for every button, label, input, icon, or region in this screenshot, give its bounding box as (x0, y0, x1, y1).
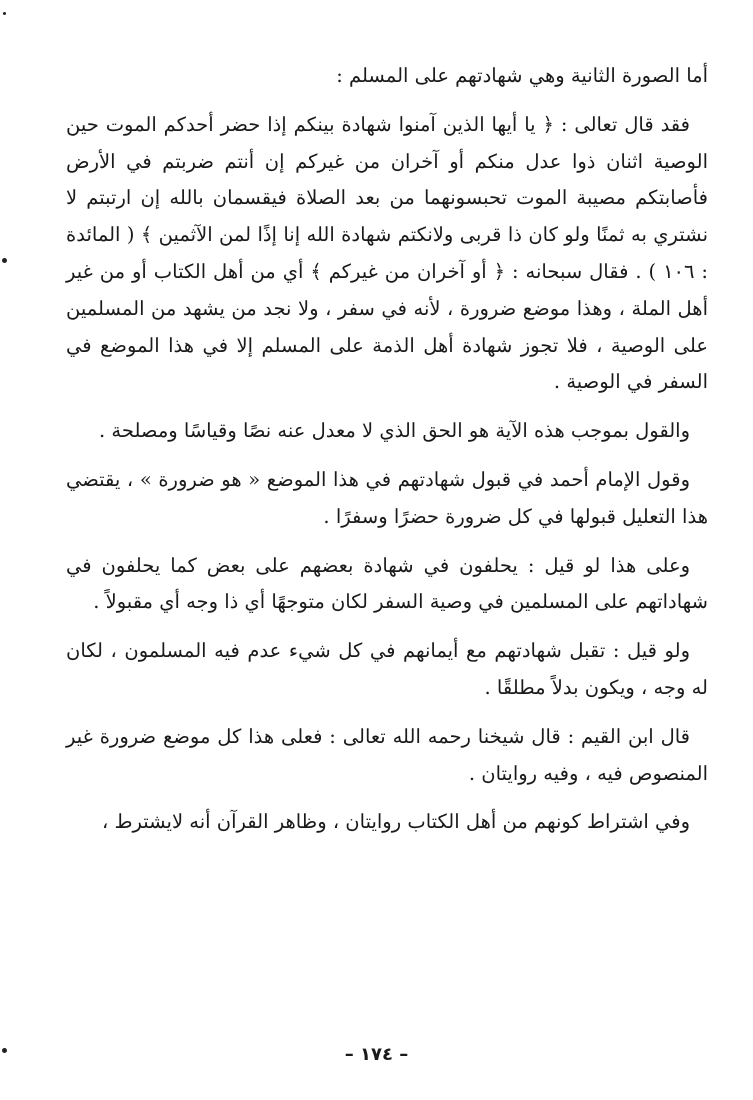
margin-mark-top (3, 12, 6, 15)
paragraph-6: ولو قيل : تقبل شهادتهم مع أيمانهم في كل شيء عدم فيه المسلمون ، لكان له وجه ، ويكون بدلاً مطلقًا . (66, 639, 708, 699)
paragraph-2: فقد قال تعالى : ﴿ يا أيها الذين آمنوا شهادة بينكم إذا حضر أحدكم الموت حين الوصية اثنان ذوا عدل منكم أو آخران من غيركم إن أنتم ضربتم في الأرض فأصابتكم مصيبة الموت تحبسونهما من بعد الصلاة فيقسمان بالله إن ارتبتم لا نشتري به ثمنًا ولو كان ذا قربى ولانكتم شهادة الله إنا إذًا لمن الآثمين ﴾ ( المائدة : ١٠٦ ) . فقال سبحانه : ﴿ أو آخران من غيركم ﴾ أي من أهل الكتاب أو من غير أهل الملة ، وهذا موضع ضرورة ، لأنه في سفر ، ولا نجد من يشهد من المسلمين على الوصية ، فلا تجوز شهادة أهل الذمة على المسلم إلا في هذا الموضع في السفر في الوصية . (66, 112, 708, 394)
paragraph-5: وعلى هذا لو قيل : يحلفون في شهادة بعضهم على بعض كما يحلفون في شهاداتهم على المسلمين في وصية السفر لكان متوجهًا أي ذا وجه أي مقبولاً . (66, 553, 708, 614)
paragraph-3: والقول بموجب هذه الآية هو الحق الذي لا معدل عنه نصًا وقياسًا ومصلحة . (99, 419, 690, 443)
paragraph-1: أما الصورة الثانية وهي شهادتهم على المسلم : (336, 64, 708, 87)
page-number: – ١٧٤ – (344, 1044, 409, 1065)
paragraph-4: وقول الإمام أحمد في قبول شهادتهم في هذا الموضع « هو ضرورة » ، يقتضي هذا التعليل قبولها في كل ضرورة حضرًا وسفرًا . (66, 467, 708, 528)
paragraph-8: وفي اشتراط كونهم من أهل الكتاب روايتان ، وظاهر القرآن أنه لايشترط ، (101, 810, 690, 834)
paragraph-7: قال ابن القيم : قال شيخنا رحمه الله تعالى : فعلى هذا كل موضع ضرورة غير المنصوص فيه ، وفيه روايتان . (66, 724, 708, 785)
main-text (66, 58, 708, 853)
margin-mark-middle (2, 258, 7, 263)
